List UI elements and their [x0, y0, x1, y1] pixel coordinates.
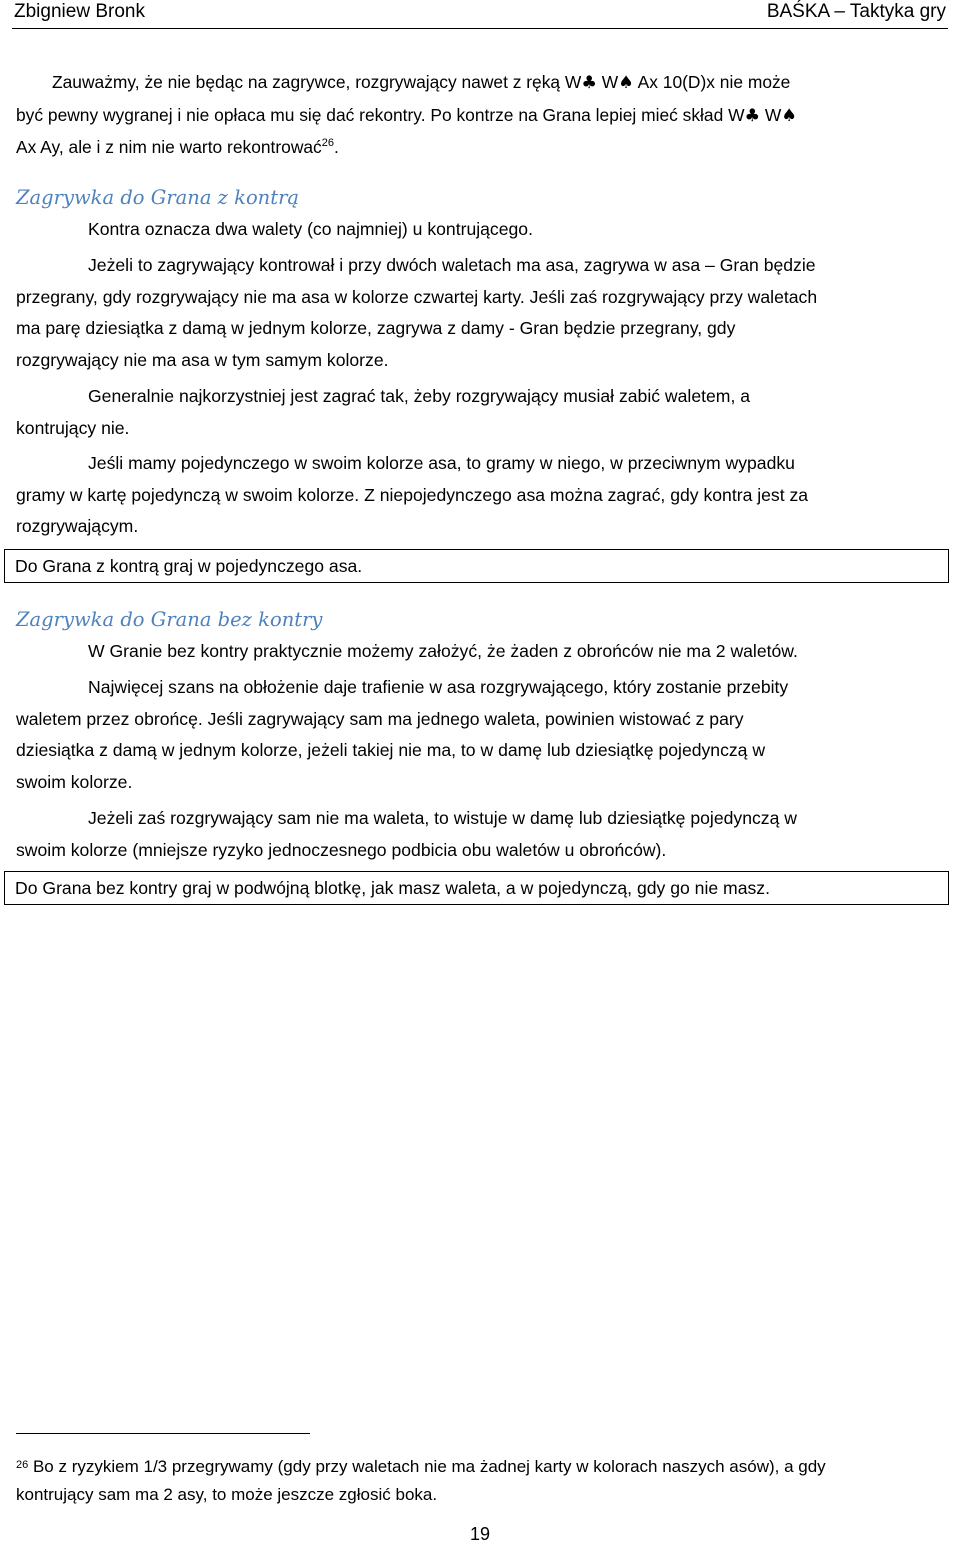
spade-suit-icon: ♠: [618, 73, 634, 93]
s2-paragraph-1: W Granie bez kontry praktycznie możemy założyć, że żaden z obrońców nie ma 2 waletów.: [88, 641, 798, 661]
header-author: Zbigniew Bronk: [14, 1, 145, 22]
header-rule: [12, 28, 948, 29]
footnote-separator: [16, 1433, 310, 1434]
section-heading-with-contra: Zagrywka do Grana z kontrą: [16, 186, 300, 209]
footnote: $^{26}$ Bo z ryzykiem 1/3 przegrywamy (gdy przy waletach nie ma żadnej karty w kolorach naszych asów), a gdy kontrujący sam ma 2 asy, to może jeszcze zgłosić boka.: [16, 1457, 826, 1504]
club-suit-icon: ♣: [581, 73, 597, 93]
section-heading-without-contra: Zagrywka do Grana bez kontry: [16, 608, 323, 631]
rule-box-with-contra: Do Grana z kontrą graj w pojedynczego asa.: [4, 549, 949, 583]
s1-paragraph-4: Jeśli mamy pojedynczego w swoim kolorze asa, to gramy w niego, w przeciwnym wypadku gramy w kartę pojedynczą w swoim kolorze. Z niepojedynczego asa można zagrać, gdy kontra jest za rozgrywającym.: [16, 453, 809, 536]
footnote-reference[interactable]: 26: [321, 137, 335, 149]
footnote-number: 26: [16, 1459, 29, 1471]
club-suit-icon: ♣: [744, 105, 761, 126]
intro-line-2: być pewny wygranej i nie opłaca mu się dać rekontry. Po kontrze na Grana lepiej mieć skład W♣ W♠: [16, 104, 797, 126]
s1-paragraph-1: Kontra oznacza dwa walety (co najmniej) u kontrującego.: [88, 219, 533, 239]
page-number: 19: [469, 1524, 491, 1544]
s2-paragraph-2: Najwięcej szans na obłożenie daje trafienie w asa rozgrywającego, który zostanie przebity waletem przez obrońcę. Jeśli zagrywający sam ma jednego waleta, powinien wistować z pary dziesiątka z damą w jednym kolorze, jeżeli takiej nie ma, to w damę lub dziesiątkę pojedynczą w swoim kolorze.: [16, 677, 789, 792]
spade-suit-icon: ♠: [781, 105, 797, 126]
s1-paragraph-3: Generalnie najkorzystniej jest zagrać tak, żeby rozgrywający musiał zabić waletem, a kontrujący nie.: [16, 386, 750, 438]
intro-paragraph: [16, 67, 950, 167]
rule-box-without-contra: Do Grana bez kontry graj w podwójną blotkę, jak masz waleta, a w pojedynczą, gdy go nie masz.: [4, 871, 949, 905]
s1-paragraph-2: Jeżeli to zagrywający kontrował i przy dwóch waletach ma asa, zagrywa w asa – Gran będzie przegrany, gdy rozgrywający nie ma asa w kolorze czwartej karty. Jeśli zaś rozgrywający przy waletach ma parę dziesiątka z damą w jednym kolorze, zagrywa z damy - Gran będzie przegrany, gdy rozgrywający nie ma asa w tym samym kolorze.: [16, 255, 818, 370]
header-title: BAŚKA – Taktyka gry: [766, 1, 946, 22]
intro-line-1: Zauważmy, że nie będąc na zagrywce, rozgrywający nawet z ręką W♣ W♠ Ax 10(D)x nie może: [52, 72, 791, 93]
intro-line-3: Ax Ay, ale i z nim nie warto rekontrować$^{26}$.: [16, 137, 339, 157]
s2-paragraph-3: Jeżeli zaś rozgrywający sam nie ma waleta, to wistuje w damę lub dziesiątkę pojedynczą w swoim kolorze (mniejsze ryzyko jednoczesnego podbicia obu waletów u obrońców).: [16, 808, 797, 860]
